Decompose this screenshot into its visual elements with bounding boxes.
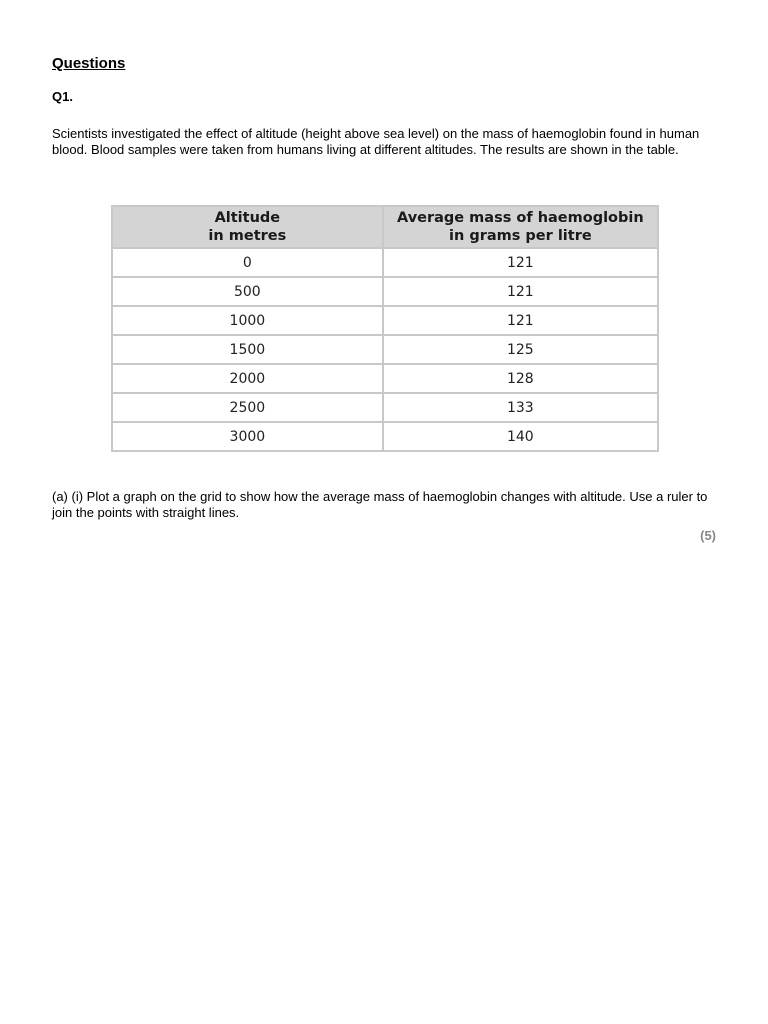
altitude-cell: 1500 bbox=[112, 335, 383, 364]
mass-cell: 133 bbox=[383, 393, 658, 422]
marks-label: (5) bbox=[700, 528, 716, 543]
mass-cell: 121 bbox=[383, 248, 658, 277]
table-row bbox=[112, 364, 658, 393]
header-haemoglobin-line1: Average mass of haemoglobin bbox=[396, 210, 644, 226]
mass-cell: 140 bbox=[383, 422, 658, 451]
question-intro: Scientists investigated the effect of altitude (height above sea level) on the mass of haemoglobin found in human blood. Blood samples were taken from humans living at different altitudes. The results are shown in the table. bbox=[52, 126, 700, 157]
header-altitude-line2: in metres bbox=[208, 228, 287, 244]
table-row bbox=[112, 393, 658, 422]
mass-cell: 121 bbox=[383, 306, 658, 335]
table-header-row bbox=[112, 206, 658, 248]
altitude-cell: 2500 bbox=[112, 393, 383, 422]
results-table-container bbox=[111, 205, 659, 452]
header-haemoglobin-line2: in grams per litre bbox=[448, 228, 592, 244]
header-haemoglobin bbox=[383, 206, 658, 248]
table-row bbox=[112, 248, 658, 277]
mass-cell: 128 bbox=[383, 364, 658, 393]
table-row bbox=[112, 422, 658, 451]
altitude-cell: 2000 bbox=[112, 364, 383, 393]
mass-cell: 121 bbox=[383, 277, 658, 306]
altitude-cell: 0 bbox=[112, 248, 383, 277]
question-part-a: (a) (i) Plot a graph on the grid to show how the average mass of haemoglobin changes with altitude. Use a ruler to join the points with straight lines. bbox=[52, 489, 708, 520]
mass-cell: 125 bbox=[383, 335, 658, 364]
table-row bbox=[112, 277, 658, 306]
header-altitude bbox=[112, 206, 383, 248]
altitude-cell: 500 bbox=[112, 277, 383, 306]
section-heading: Questions bbox=[52, 55, 126, 72]
results-table bbox=[111, 205, 659, 452]
table-row bbox=[112, 335, 658, 364]
altitude-cell: 1000 bbox=[112, 306, 383, 335]
table-row bbox=[112, 306, 658, 335]
altitude-cell: 3000 bbox=[112, 422, 383, 451]
question-number: Q1. bbox=[52, 89, 73, 104]
header-altitude-line1: Altitude bbox=[214, 210, 281, 226]
